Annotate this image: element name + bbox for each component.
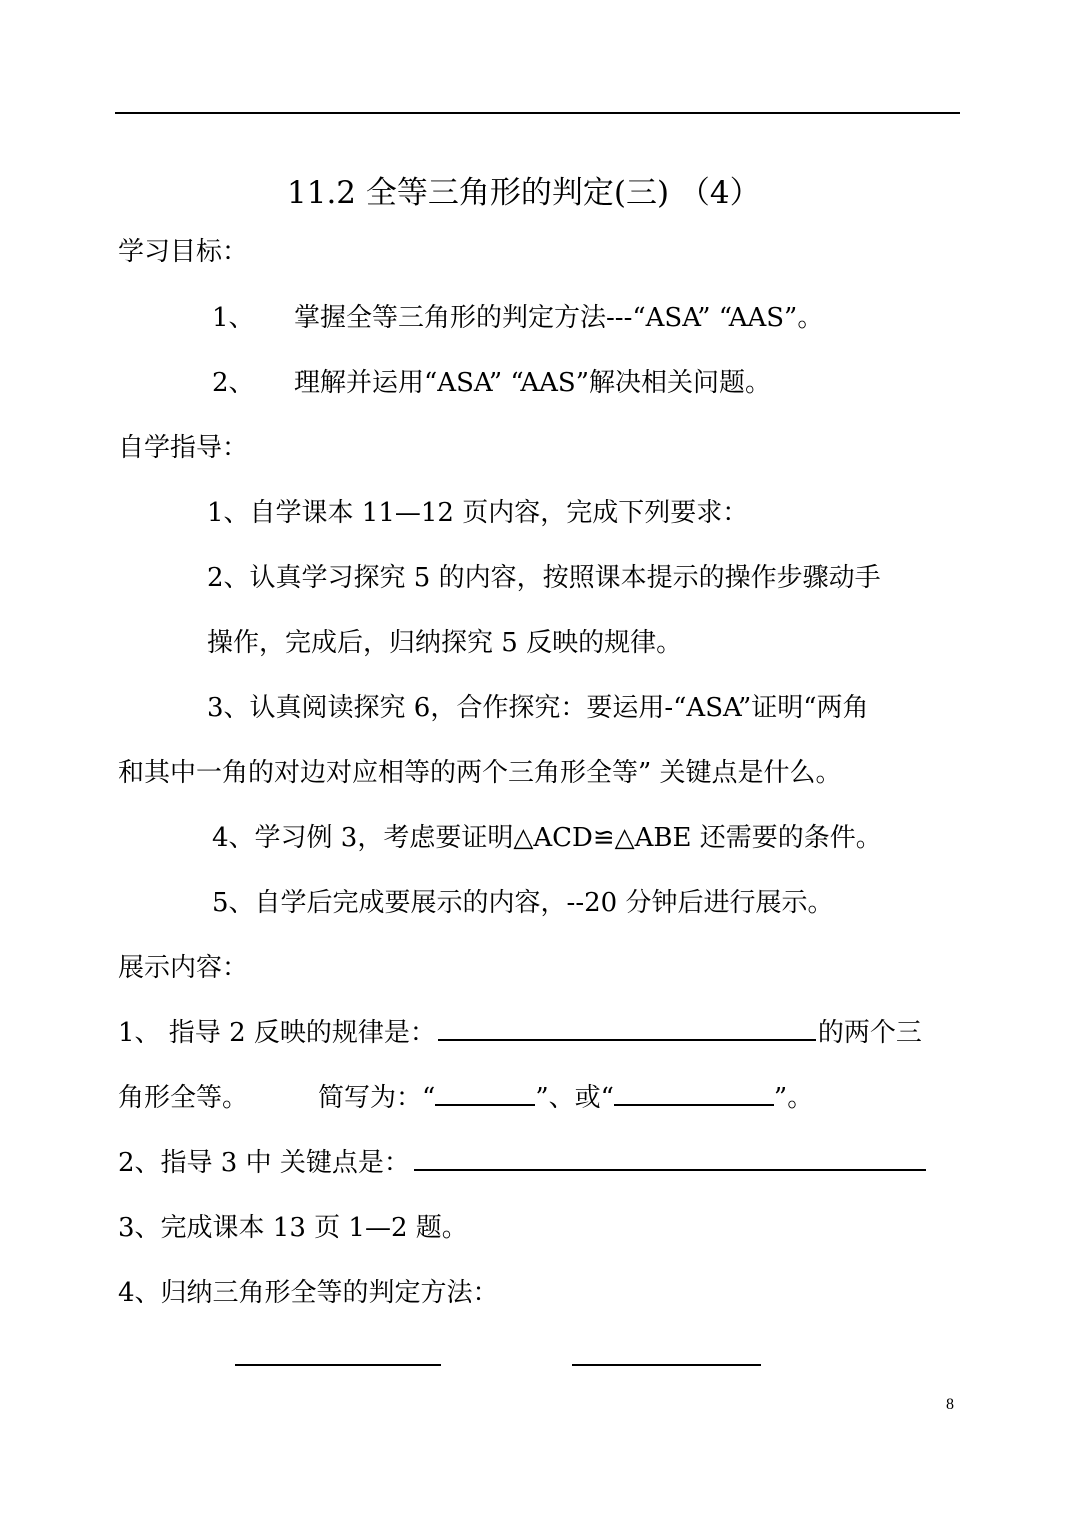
abbrev-blank-1[interactable] <box>435 1103 535 1106</box>
guide-item-3-line-2: 和其中一角的对边对应相等的两个三角形全等” 关键点是什么。 <box>118 758 842 788</box>
guide-heading: 自学指导： <box>118 433 249 463</box>
objectives-heading: 学习目标： <box>118 237 249 267</box>
display-q1-line2-b: 简写为：“ <box>318 1083 436 1113</box>
display-q4: 4、归纳三角形全等的判定方法： <box>118 1278 499 1308</box>
abbrev-blank-2[interactable] <box>614 1103 774 1106</box>
objective-1-text: 掌握全等三角形的判定方法---“ASA” “AAS”。 <box>294 303 824 333</box>
display-q2 <box>118 1142 926 1179</box>
method-blank-1[interactable] <box>235 1364 441 1366</box>
guide-item-5: 5、自学后完成要展示的内容，--20 分钟后进行展示。 <box>212 888 834 918</box>
display-q1-line2-a: 角形全等。 <box>118 1083 249 1113</box>
objective-1-number: 1、 <box>212 303 255 333</box>
guide-item-1: 1、自学课本 11—12 页内容，完成下列要求： <box>207 498 749 528</box>
answer-blank-rule[interactable] <box>438 1038 816 1041</box>
guide-item-4: 4、学习例 3，考虑要证明△ACD≌△ABE 还需要的条件。 <box>212 823 882 853</box>
display-q2-text: 2、指导 3 中 关键点是： <box>118 1148 410 1178</box>
key-point-blank[interactable] <box>414 1168 926 1171</box>
objective-2-text: 理解并运用“ASA” “AAS”解决相关问题。 <box>294 368 771 398</box>
display-q1-line-2 <box>118 1077 813 1114</box>
display-heading: 展示内容： <box>118 953 249 983</box>
objective-2-number: 2、 <box>212 368 255 398</box>
page-number: 8 <box>946 1396 954 1413</box>
header-rule <box>115 112 960 114</box>
display-q3: 3、完成课本 13 页 1—2 题。 <box>118 1213 468 1243</box>
display-q1-line2-c: ”、或“ <box>535 1083 614 1113</box>
display-q1-line2-d: ”。 <box>773 1083 814 1113</box>
display-q1-line-1 <box>118 1012 922 1049</box>
page-title: 11.2 全等三角形的判定(三) （4） <box>287 175 761 211</box>
guide-item-3-line-1: 3、认真阅读探究 6，合作探究：要运用-“ASA”证明“两角 <box>207 693 869 723</box>
guide-item-2-line-2: 操作，完成后，归纳探究 5 反映的规律。 <box>207 628 683 658</box>
method-blank-2[interactable] <box>572 1364 761 1366</box>
display-q1-suffix: 的两个三 <box>817 1018 922 1048</box>
display-q1-prefix: 1、 指导 2 反映的规律是： <box>118 1018 436 1048</box>
guide-item-2-line-1: 2、认真学习探究 5 的内容，按照课本提示的操作步骤动手 <box>207 563 881 593</box>
